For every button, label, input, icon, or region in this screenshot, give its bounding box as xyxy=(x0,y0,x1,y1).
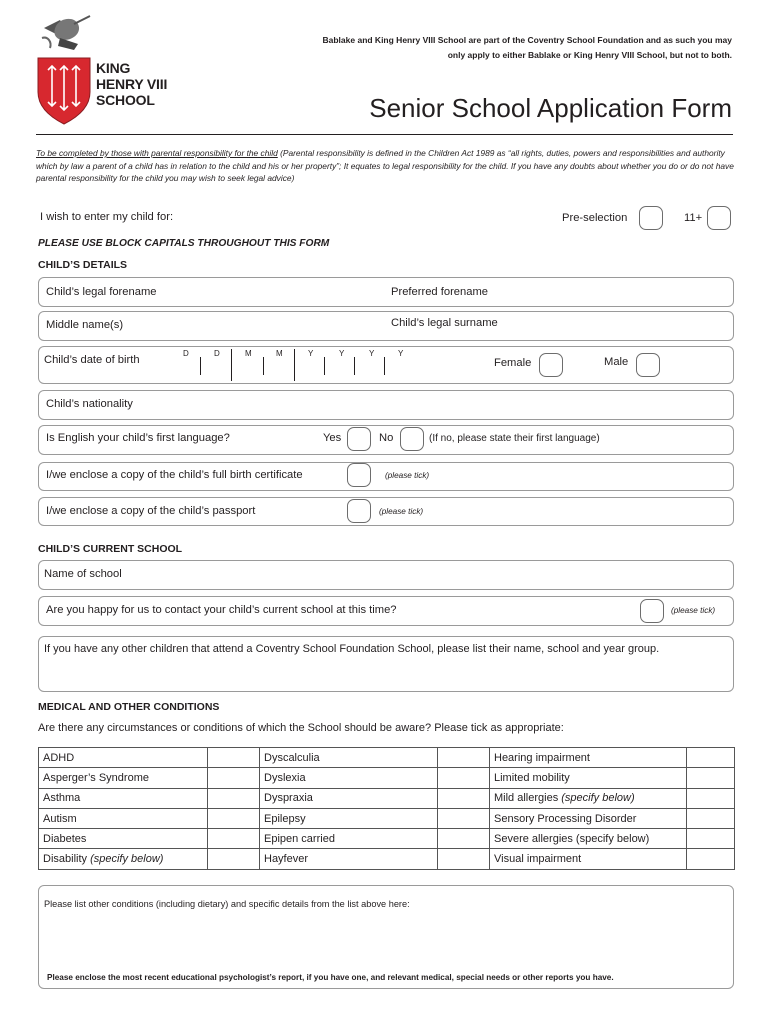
dob-letter-y3: Y xyxy=(369,349,375,358)
no-label: No xyxy=(379,432,394,444)
condition-tick-cell[interactable] xyxy=(438,808,490,828)
dob-label: Child’s date of birth xyxy=(44,354,140,366)
dob-letter-m2: M xyxy=(276,349,283,358)
dob-letter-y1: Y xyxy=(308,349,314,358)
condition-tick-cell[interactable] xyxy=(208,849,260,869)
english-yes-checkbox[interactable] xyxy=(347,427,371,451)
other-conditions-input[interactable] xyxy=(44,914,728,966)
specify-hint: (specify below) xyxy=(90,853,164,866)
first-language-input[interactable] xyxy=(630,428,730,452)
legal-forename-input[interactable] xyxy=(240,280,380,304)
school-name-input[interactable] xyxy=(140,563,730,587)
dob-separator xyxy=(324,357,325,375)
male-checkbox[interactable] xyxy=(636,353,660,377)
condition-tick-cell[interactable] xyxy=(687,849,735,869)
condition-tick-cell[interactable] xyxy=(438,829,490,849)
female-label: Female xyxy=(494,357,532,369)
condition-label: Diabetes xyxy=(39,829,208,849)
condition-label: Hayfever xyxy=(260,849,438,869)
condition-tick-cell[interactable] xyxy=(438,768,490,788)
medical-heading: MEDICAL AND OTHER CONDITIONS xyxy=(38,701,220,713)
condition-label: ADHD xyxy=(39,748,208,768)
if-no-hint: (If no, please state their first language) xyxy=(429,433,600,444)
legal-surname-label: Child’s legal surname xyxy=(391,317,498,329)
dob-separator xyxy=(294,349,295,381)
parental-responsibility-intro xyxy=(36,147,734,185)
school-name-label: Name of school xyxy=(44,568,122,580)
condition-tick-cell[interactable] xyxy=(208,768,260,788)
english-no-checkbox[interactable] xyxy=(400,427,424,451)
school-name-line: KING xyxy=(96,60,131,76)
nationality-input[interactable] xyxy=(150,393,730,417)
dob-separator xyxy=(200,357,201,375)
birth-cert-label: I/we enclose a copy of the child’s full birth certificate xyxy=(46,469,303,481)
dob-separator xyxy=(354,357,355,375)
dob-separator xyxy=(384,357,385,375)
intro-text: (Parental responsibility is defined in the Children Act 1989 as “all rights, duties, powers and responsibilities and authority which by law a parent of a child has in relation to the child and his or her property”; It equates to legal responsibility for the child. If you have any doubts about whether you do or do not have parental responsibility for the child you may wish to seek legal advice) xyxy=(36,148,734,183)
eleven-plus-label: 11+ xyxy=(684,212,703,224)
intro-underlined: To be completed by those with parental responsibility for the child xyxy=(36,148,278,158)
dob-letter-y4: Y xyxy=(398,349,404,358)
dob-letter-y2: Y xyxy=(339,349,345,358)
condition-tick-cell[interactable] xyxy=(208,808,260,828)
condition-label: Dyscalculia xyxy=(260,748,438,768)
school-name-line: SCHOOL xyxy=(96,92,155,108)
birth-cert-checkbox[interactable] xyxy=(347,463,371,487)
condition-tick-cell[interactable] xyxy=(208,788,260,808)
dob-letter-m1: M xyxy=(245,349,252,358)
table-row xyxy=(39,849,735,869)
condition-label: Visual impairment xyxy=(490,849,687,869)
table-row xyxy=(39,748,735,768)
middle-names-label: Middle name(s) xyxy=(46,319,124,331)
helmet-crest-icon xyxy=(42,16,90,50)
condition-tick-cell[interactable] xyxy=(208,748,260,768)
dob-separator xyxy=(231,349,232,381)
childs-details-heading: CHILD’S DETAILS xyxy=(38,259,128,271)
legal-forename-label: Child’s legal forename xyxy=(46,286,157,298)
condition-label: Dyspraxia xyxy=(260,788,438,808)
current-school-heading: CHILD’S CURRENT SCHOOL xyxy=(38,543,183,555)
condition-tick-cell[interactable] xyxy=(687,748,735,768)
shield-icon xyxy=(38,58,90,124)
nationality-label: Child’s nationality xyxy=(46,398,133,410)
siblings-label: If you have any other children that attend a Coventry School Foundation School, please list their name, school and year group. xyxy=(44,643,660,655)
eleven-plus-checkbox[interactable] xyxy=(707,206,731,230)
condition-label xyxy=(490,788,687,808)
male-label: Male xyxy=(604,356,629,368)
contact-tick-hint: (please tick) xyxy=(671,606,716,615)
condition-tick-cell[interactable] xyxy=(438,748,490,768)
condition-tick-cell[interactable] xyxy=(687,808,735,828)
condition-text: Disability xyxy=(43,853,88,866)
dob-letter-d2: D xyxy=(214,349,220,358)
condition-label: Limited mobility xyxy=(490,768,687,788)
condition-text: Mild allergies xyxy=(494,792,559,805)
passport-tick-hint: (please tick) xyxy=(379,507,424,516)
condition-label xyxy=(39,849,208,869)
passport-label: I/we enclose a copy of the child’s passport xyxy=(46,505,256,517)
preselection-label: Pre-selection xyxy=(562,212,628,224)
form-title: Senior School Application Form xyxy=(369,93,732,123)
condition-label: Severe allergies (specify below) xyxy=(490,829,687,849)
medical-question: Are there any circumstances or conditions of which the School should be aware? Please tick as appropriate: xyxy=(38,722,564,734)
preselection-checkbox[interactable] xyxy=(639,206,663,230)
condition-label: Sensory Processing Disorder xyxy=(490,808,687,828)
preferred-forename-input[interactable] xyxy=(510,280,730,304)
condition-label: Hearing impairment xyxy=(490,748,687,768)
dob-input[interactable] xyxy=(176,347,408,381)
female-checkbox[interactable] xyxy=(539,353,563,377)
condition-label: Asperger’s Syndrome xyxy=(39,768,208,788)
other-conditions-label: Please list other conditions (including dietary) and specific details from the list above here: xyxy=(44,899,410,909)
table-row xyxy=(39,829,735,849)
entry-label: I wish to enter my child for: xyxy=(40,211,174,223)
condition-label: Asthma xyxy=(39,788,208,808)
condition-tick-cell[interactable] xyxy=(687,829,735,849)
condition-tick-cell[interactable] xyxy=(208,829,260,849)
condition-label: Dyslexia xyxy=(260,768,438,788)
condition-tick-cell[interactable] xyxy=(438,788,490,808)
block-capitals-notice: PLEASE USE BLOCK CAPITALS THROUGHOUT THIS FORM xyxy=(38,238,330,249)
english-first-label: Is English your child’s first language? xyxy=(46,432,230,444)
dob-letter-d1: D xyxy=(183,349,189,358)
foundation-notice: Bablake and King Henry VIII School are part of the Coventry School Foundation and as such you may only apply to either Bablake or King Henry VIII School, but not to both. xyxy=(322,35,732,60)
enclose-reports-note: Please enclose the most recent educational psychologist’s report, if you have one, and relevant medical, special needs or other reports you have. xyxy=(47,973,614,982)
table-row xyxy=(39,788,735,808)
conditions-table xyxy=(38,747,735,870)
title-divider xyxy=(36,134,733,135)
dob-separator xyxy=(263,357,264,375)
condition-tick-cell[interactable] xyxy=(438,849,490,869)
birth-cert-tick-hint: (please tick) xyxy=(385,471,430,480)
condition-label: Autism xyxy=(39,808,208,828)
contact-school-label: Are you happy for us to contact your child’s current school at this time? xyxy=(46,604,397,616)
specify-hint: (specify below) xyxy=(561,792,635,805)
preferred-forename-label: Preferred forename xyxy=(391,286,489,298)
legal-surname-input[interactable] xyxy=(520,314,730,338)
condition-label: Epilepsy xyxy=(260,808,438,828)
condition-label: Epipen carried xyxy=(260,829,438,849)
condition-tick-cell[interactable] xyxy=(687,788,735,808)
yes-label: Yes xyxy=(323,432,342,444)
condition-tick-cell[interactable] xyxy=(687,768,735,788)
siblings-input[interactable] xyxy=(130,658,730,688)
middle-names-input[interactable] xyxy=(150,314,380,338)
school-name xyxy=(96,60,167,108)
passport-checkbox[interactable] xyxy=(347,499,371,523)
table-row xyxy=(39,768,735,788)
contact-school-checkbox[interactable] xyxy=(640,599,664,623)
table-row xyxy=(39,808,735,828)
school-name-line: HENRY VIII xyxy=(96,76,168,92)
